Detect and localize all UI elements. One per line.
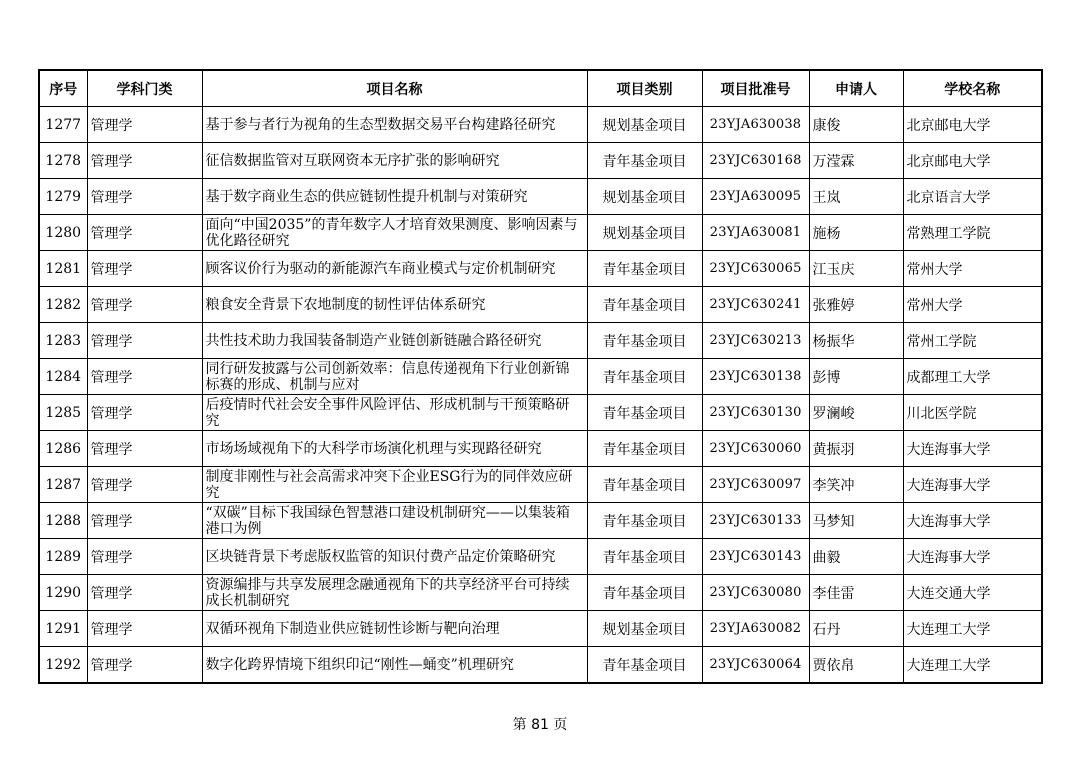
cell-applicant: 江玉庆 [809, 251, 903, 287]
cell-project-title: 市场场域视角下的大科学市场演化机理与实现路径研究 [202, 431, 587, 467]
cell-project-title: 面向“中国2035”的青年数字人才培育效果测度、影响因素与优化路径研究 [202, 215, 587, 251]
cell-project-type: 规划基金项目 [587, 179, 702, 215]
cell-serial: 1282 [39, 287, 87, 323]
cell-serial: 1280 [39, 215, 87, 251]
cell-approval-number: 23YJA630038 [702, 107, 809, 143]
table-row [39, 503, 1042, 539]
cell-serial: 1279 [39, 179, 87, 215]
page-number: 第 81 页 [512, 717, 568, 733]
cell-project-type: 青年基金项目 [587, 575, 702, 611]
cell-discipline: 管理学 [87, 503, 202, 539]
cell-discipline: 管理学 [87, 107, 202, 143]
cell-discipline: 管理学 [87, 323, 202, 359]
header-serial: 序号 [39, 70, 87, 107]
table-row [39, 611, 1042, 647]
table-row [39, 359, 1042, 395]
table-row [39, 287, 1042, 323]
cell-school: 北京语言大学 [903, 179, 1042, 215]
table-row [39, 215, 1042, 251]
cell-project-title: 粮食安全背景下农地制度的韧性评估体系研究 [202, 287, 587, 323]
cell-project-title: 基于数字商业生态的供应链韧性提升机制与对策研究 [202, 179, 587, 215]
cell-school: 北京邮电大学 [903, 107, 1042, 143]
cell-applicant: 康俊 [809, 107, 903, 143]
cell-school: 大连海事大学 [903, 539, 1042, 575]
cell-serial: 1286 [39, 431, 87, 467]
cell-serial: 1289 [39, 539, 87, 575]
table-row [39, 539, 1042, 575]
cell-school: 成都理工大学 [903, 359, 1042, 395]
cell-approval-number: 23YJC630168 [702, 143, 809, 179]
cell-school: 大连交通大学 [903, 575, 1042, 611]
cell-serial: 1290 [39, 575, 87, 611]
cell-serial: 1277 [39, 107, 87, 143]
cell-discipline: 管理学 [87, 539, 202, 575]
cell-project-type: 青年基金项目 [587, 143, 702, 179]
cell-project-type: 规划基金项目 [587, 611, 702, 647]
table-row [39, 251, 1042, 287]
cell-discipline: 管理学 [87, 215, 202, 251]
cell-approval-number: 23YJC630138 [702, 359, 809, 395]
project-list-sheet [38, 69, 1041, 684]
table-row [39, 323, 1042, 359]
header-approval-number: 项目批准号 [702, 70, 809, 107]
cell-project-title: 数字化跨界情境下组织印记“刚性—蛹变”机理研究 [202, 647, 587, 684]
cell-project-type: 青年基金项目 [587, 395, 702, 431]
cell-school: 常州大学 [903, 251, 1042, 287]
header-applicant: 申请人 [809, 70, 903, 107]
cell-applicant: 罗澜峻 [809, 395, 903, 431]
cell-discipline: 管理学 [87, 395, 202, 431]
cell-applicant: 王岚 [809, 179, 903, 215]
cell-applicant: 施杨 [809, 215, 903, 251]
table-row [39, 647, 1042, 684]
cell-applicant: 贾依帛 [809, 647, 903, 684]
cell-discipline: 管理学 [87, 179, 202, 215]
cell-serial: 1288 [39, 503, 87, 539]
cell-project-title: 共性技术助力我国装备制造产业链创新链融合路径研究 [202, 323, 587, 359]
header-project-type: 项目类别 [587, 70, 702, 107]
cell-discipline: 管理学 [87, 287, 202, 323]
header-discipline: 学科门类 [87, 70, 202, 107]
cell-project-type: 青年基金项目 [587, 359, 702, 395]
table-header-row [39, 70, 1042, 107]
cell-discipline: 管理学 [87, 143, 202, 179]
cell-serial: 1281 [39, 251, 87, 287]
cell-school: 北京邮电大学 [903, 143, 1042, 179]
table-row [39, 107, 1042, 143]
table-row [39, 431, 1042, 467]
cell-applicant: 彭博 [809, 359, 903, 395]
cell-discipline: 管理学 [87, 575, 202, 611]
cell-project-type: 青年基金项目 [587, 647, 702, 684]
cell-project-type: 青年基金项目 [587, 539, 702, 575]
table-row [39, 179, 1042, 215]
cell-project-type: 青年基金项目 [587, 503, 702, 539]
cell-project-type: 规划基金项目 [587, 107, 702, 143]
cell-approval-number: 23YJC630143 [702, 539, 809, 575]
cell-applicant: 张雅婷 [809, 287, 903, 323]
cell-discipline: 管理学 [87, 431, 202, 467]
cell-project-title: 制度非刚性与社会高需求冲突下企业ESG行为的同伴效应研究 [202, 467, 587, 503]
cell-serial: 1287 [39, 467, 87, 503]
cell-project-type: 规划基金项目 [587, 215, 702, 251]
cell-approval-number: 23YJC630064 [702, 647, 809, 684]
cell-applicant: 黄振羽 [809, 431, 903, 467]
cell-approval-number: 23YJC630130 [702, 395, 809, 431]
cell-project-type: 青年基金项目 [587, 431, 702, 467]
cell-discipline: 管理学 [87, 251, 202, 287]
header-project-title: 项目名称 [202, 70, 587, 107]
cell-approval-number: 23YJC630133 [702, 503, 809, 539]
cell-approval-number: 23YJC630080 [702, 575, 809, 611]
cell-serial: 1283 [39, 323, 87, 359]
project-table [38, 69, 1043, 684]
cell-school: 大连海事大学 [903, 467, 1042, 503]
cell-project-title: 双循环视角下制造业供应链韧性诊断与靶向治理 [202, 611, 587, 647]
cell-discipline: 管理学 [87, 467, 202, 503]
cell-serial: 1278 [39, 143, 87, 179]
cell-school: 大连海事大学 [903, 431, 1042, 467]
cell-school: 常熟理工学院 [903, 215, 1042, 251]
cell-project-title: 同行研发披露与公司创新效率：信息传递视角下行业创新锦标赛的形成、机制与应对 [202, 359, 587, 395]
cell-project-type: 青年基金项目 [587, 287, 702, 323]
cell-discipline: 管理学 [87, 647, 202, 684]
table-row [39, 467, 1042, 503]
cell-project-title: 基于参与者行为视角的生态型数据交易平台构建路径研究 [202, 107, 587, 143]
cell-school: 大连理工大学 [903, 611, 1042, 647]
cell-serial: 1284 [39, 359, 87, 395]
cell-approval-number: 23YJC630213 [702, 323, 809, 359]
cell-school: 常州大学 [903, 287, 1042, 323]
cell-project-title: 征信数据监管对互联网资本无序扩张的影响研究 [202, 143, 587, 179]
cell-applicant: 杨振华 [809, 323, 903, 359]
cell-approval-number: 23YJA630095 [702, 179, 809, 215]
header-school: 学校名称 [903, 70, 1042, 107]
cell-applicant: 石丹 [809, 611, 903, 647]
cell-applicant: 万滢霖 [809, 143, 903, 179]
cell-approval-number: 23YJA630082 [702, 611, 809, 647]
cell-school: 常州工学院 [903, 323, 1042, 359]
table-row [39, 575, 1042, 611]
cell-approval-number: 23YJC630241 [702, 287, 809, 323]
cell-applicant: 曲毅 [809, 539, 903, 575]
cell-school: 川北医学院 [903, 395, 1042, 431]
table-row [39, 143, 1042, 179]
cell-discipline: 管理学 [87, 611, 202, 647]
cell-project-title: 顾客议价行为驱动的新能源汽车商业模式与定价机制研究 [202, 251, 587, 287]
cell-serial: 1285 [39, 395, 87, 431]
cell-project-title: 后疫情时代社会安全事件风险评估、形成机制与干预策略研究 [202, 395, 587, 431]
cell-approval-number: 23YJC630060 [702, 431, 809, 467]
cell-serial: 1291 [39, 611, 87, 647]
cell-project-type: 青年基金项目 [587, 323, 702, 359]
cell-approval-number: 23YJC630065 [702, 251, 809, 287]
cell-approval-number: 23YJC630097 [702, 467, 809, 503]
cell-project-title: 区块链背景下考虑版权监管的知识付费产品定价策略研究 [202, 539, 587, 575]
cell-approval-number: 23YJA630081 [702, 215, 809, 251]
table-row [39, 395, 1042, 431]
cell-project-type: 青年基金项目 [587, 251, 702, 287]
cell-applicant: 李笑冲 [809, 467, 903, 503]
cell-project-type: 青年基金项目 [587, 467, 702, 503]
cell-project-title: “双碳”目标下我国绿色智慧港口建设机制研究——以集装箱港口为例 [202, 503, 587, 539]
cell-school: 大连理工大学 [903, 647, 1042, 684]
cell-discipline: 管理学 [87, 359, 202, 395]
cell-serial: 1292 [39, 647, 87, 684]
cell-project-title: 资源编排与共享发展理念融通视角下的共享经济平台可持续成长机制研究 [202, 575, 587, 611]
cell-applicant: 马梦知 [809, 503, 903, 539]
cell-applicant: 李佳雷 [809, 575, 903, 611]
cell-school: 大连海事大学 [903, 503, 1042, 539]
